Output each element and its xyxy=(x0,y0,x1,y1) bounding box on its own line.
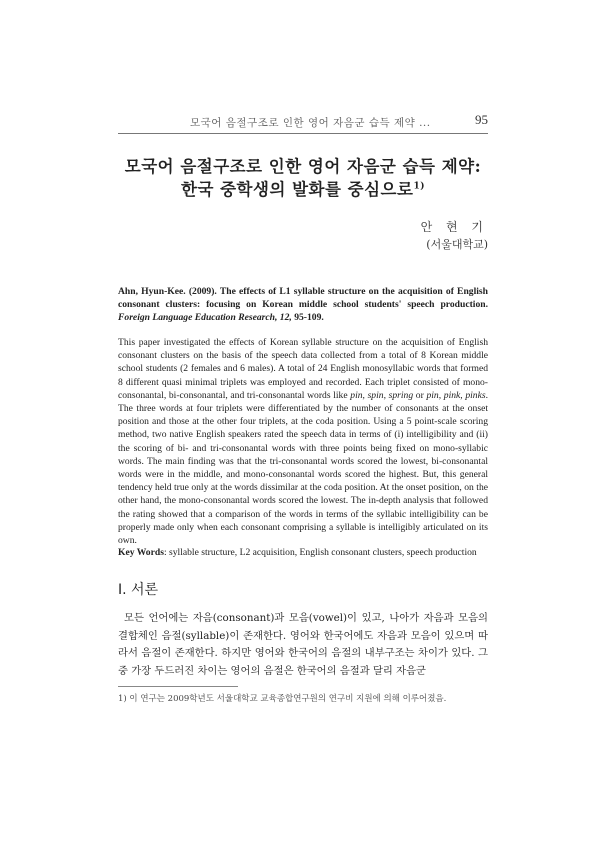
abstract xyxy=(118,336,488,547)
keywords-label: Key Words xyxy=(118,547,164,558)
page-number: 95 xyxy=(475,112,488,127)
citation-authors-year: Ahn, Hyun-Kee. (2009). xyxy=(118,286,217,297)
abstract-part-2: . The three words at four triplets were differentiated by the number of consonants at the onset position and those at the other four triplets, at the coda position. Using a 5 point-scale scoring method, two native English speakers rated the speech data in terms of (i) intelligibility and (ii) the scoring of bi- and tri-consonantal words with three points being fixed on mono-syllabic words. The main finding was that the tri-consonantal words scored the lowest, bi-consonantal words were in the middle, and mono-consonantal words scored the highest. But, this general tendency held true only at the words dissimilar at the coda position. At the onset position, on the other hand, the mono-consonantal words scored the lowest. The in-depth analysis that followed the rating showed that a comparison of the words in terms of the syllabic intelligibility can be properly made only when each consonant comprising a syllable is intelligibly articulated on its own. xyxy=(118,389,489,547)
running-header xyxy=(118,112,488,130)
author-name: 안 현 기 xyxy=(420,220,488,234)
section-heading: Ⅰ. 서론 xyxy=(118,582,159,598)
title-footnote-mark: 1) xyxy=(413,181,425,192)
footnote-rule xyxy=(118,686,238,687)
citation-article-title: The effects of L1 syllable structure on the acquisition of English consonant clusters: focusing on Korean middle school students' speech production. xyxy=(118,286,488,310)
footnote: 1) 이 연구는 2009학년도 서울대학교 교육종합연구원의 연구비 지원에 의해 이루어졌음. xyxy=(118,694,447,704)
citation-volume: 12, xyxy=(279,312,292,323)
intro-paragraph: 모든 언어에는 자음(consonant)과 모음(vowel)이 있고, 나아가 자음과 모음의 결합체인 음절(syllable)이 존재한다. 영어와 한국어에도 자음과 모음이 있으며 따라서 음절이 존재한다. 하지만 영어와 한국어의 음절의 내부구조는 차이가 있다. 그 중 가장 두드러진 차이는 영어의 음절은 한국어의 음절과 달리 자음군 xyxy=(118,612,488,677)
abstract-part-1: This paper investigated the effects of Korean syllable structure on the acquisition of English consonant clusters on the basis of the speech data collected from a total of 8 Korean middle school students (2 females and 6 males). A total of 24 English monosyllabic words that formed 8 different quasi minimal triplets was employed and recorded. Each triplet consisted of mono-consonantal, bi-consonantal, and tri-consonantal words like xyxy=(118,337,488,401)
keywords xyxy=(118,547,488,558)
paper-title-line-2-text: 한국 중학생의 발화를 중심으로 xyxy=(181,180,414,199)
body-text xyxy=(118,610,488,680)
paper-title-line-2 xyxy=(118,176,488,200)
citation-block xyxy=(118,285,488,324)
abstract-example-2: pin, pink, pinks xyxy=(426,389,486,401)
citation-pages: 95-109. xyxy=(294,312,324,323)
paper-title-line-1: 모국어 음절구조로 인한 영어 자음군 습득 제약: xyxy=(124,157,482,176)
abstract-example-1: pin, spin, spring xyxy=(350,389,414,401)
abstract-or: or xyxy=(413,389,427,401)
header-rule xyxy=(118,133,488,134)
author-affiliation: (서울대학교) xyxy=(426,238,488,251)
citation-journal: Foreign Language Education Research, xyxy=(118,312,278,323)
running-title: 모국어 음절구조로 인한 영어 자음군 습득 제약 ... xyxy=(190,117,431,129)
keywords-text: : syllable structure, L2 acquisition, English consonant clusters, speech production xyxy=(163,547,477,558)
